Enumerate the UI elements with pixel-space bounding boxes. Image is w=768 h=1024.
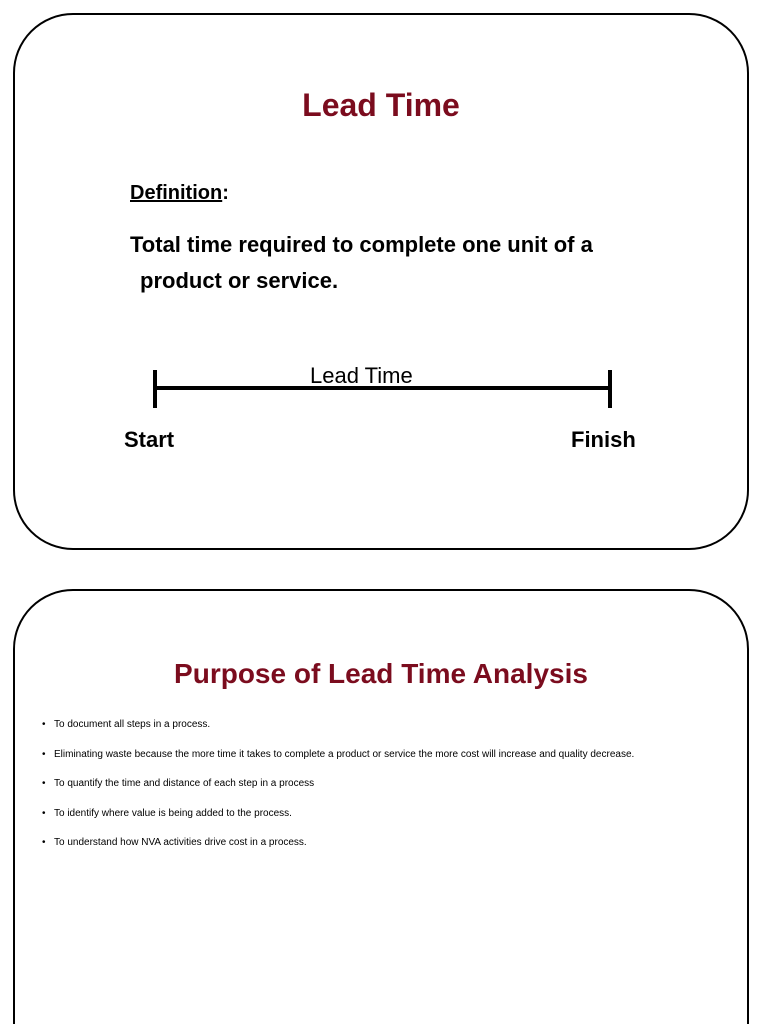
bullet-icon: • <box>42 748 46 760</box>
slide-title: Purpose of Lead Time Analysis <box>174 658 588 689</box>
bullet-icon: • <box>42 837 46 848</box>
bullet-icon: • <box>42 719 46 730</box>
definition-line-2: product or service. <box>140 268 339 293</box>
bullet-text: To quantify the time and distance of each step in a process <box>54 778 315 789</box>
list-item <box>42 777 742 791</box>
bullet-text: Eliminating waste because the more time it takes to complete a product or service the more cost will increase and quality decrease. <box>54 748 635 760</box>
slide-lead-time <box>13 13 749 550</box>
lead-time-diagram <box>15 15 751 552</box>
bullet-text: To understand how NVA activities drive cost in a process. <box>54 837 307 848</box>
purpose-bullet-list <box>42 718 742 866</box>
bullet-text: To document all steps in a process. <box>54 719 211 730</box>
list-item <box>42 807 742 821</box>
slide-title: Lead Time <box>302 87 460 123</box>
timeline-start-label: Start <box>124 427 175 452</box>
definition-colon: : <box>222 182 229 204</box>
bullet-icon: • <box>42 778 46 789</box>
timeline-finish-label: Finish <box>571 427 636 452</box>
definition-label: Definition <box>130 182 223 204</box>
list-item <box>42 718 742 732</box>
slide-purpose <box>13 589 749 1024</box>
bullet-text: To identify where value is being added to the process. <box>54 807 292 819</box>
bullet-icon: • <box>42 807 46 819</box>
definition-line-1: Total time required to complete one unit of a <box>130 232 593 257</box>
timeline-center-label: Lead Time <box>310 363 413 388</box>
list-item <box>42 836 742 850</box>
list-item <box>42 748 742 762</box>
